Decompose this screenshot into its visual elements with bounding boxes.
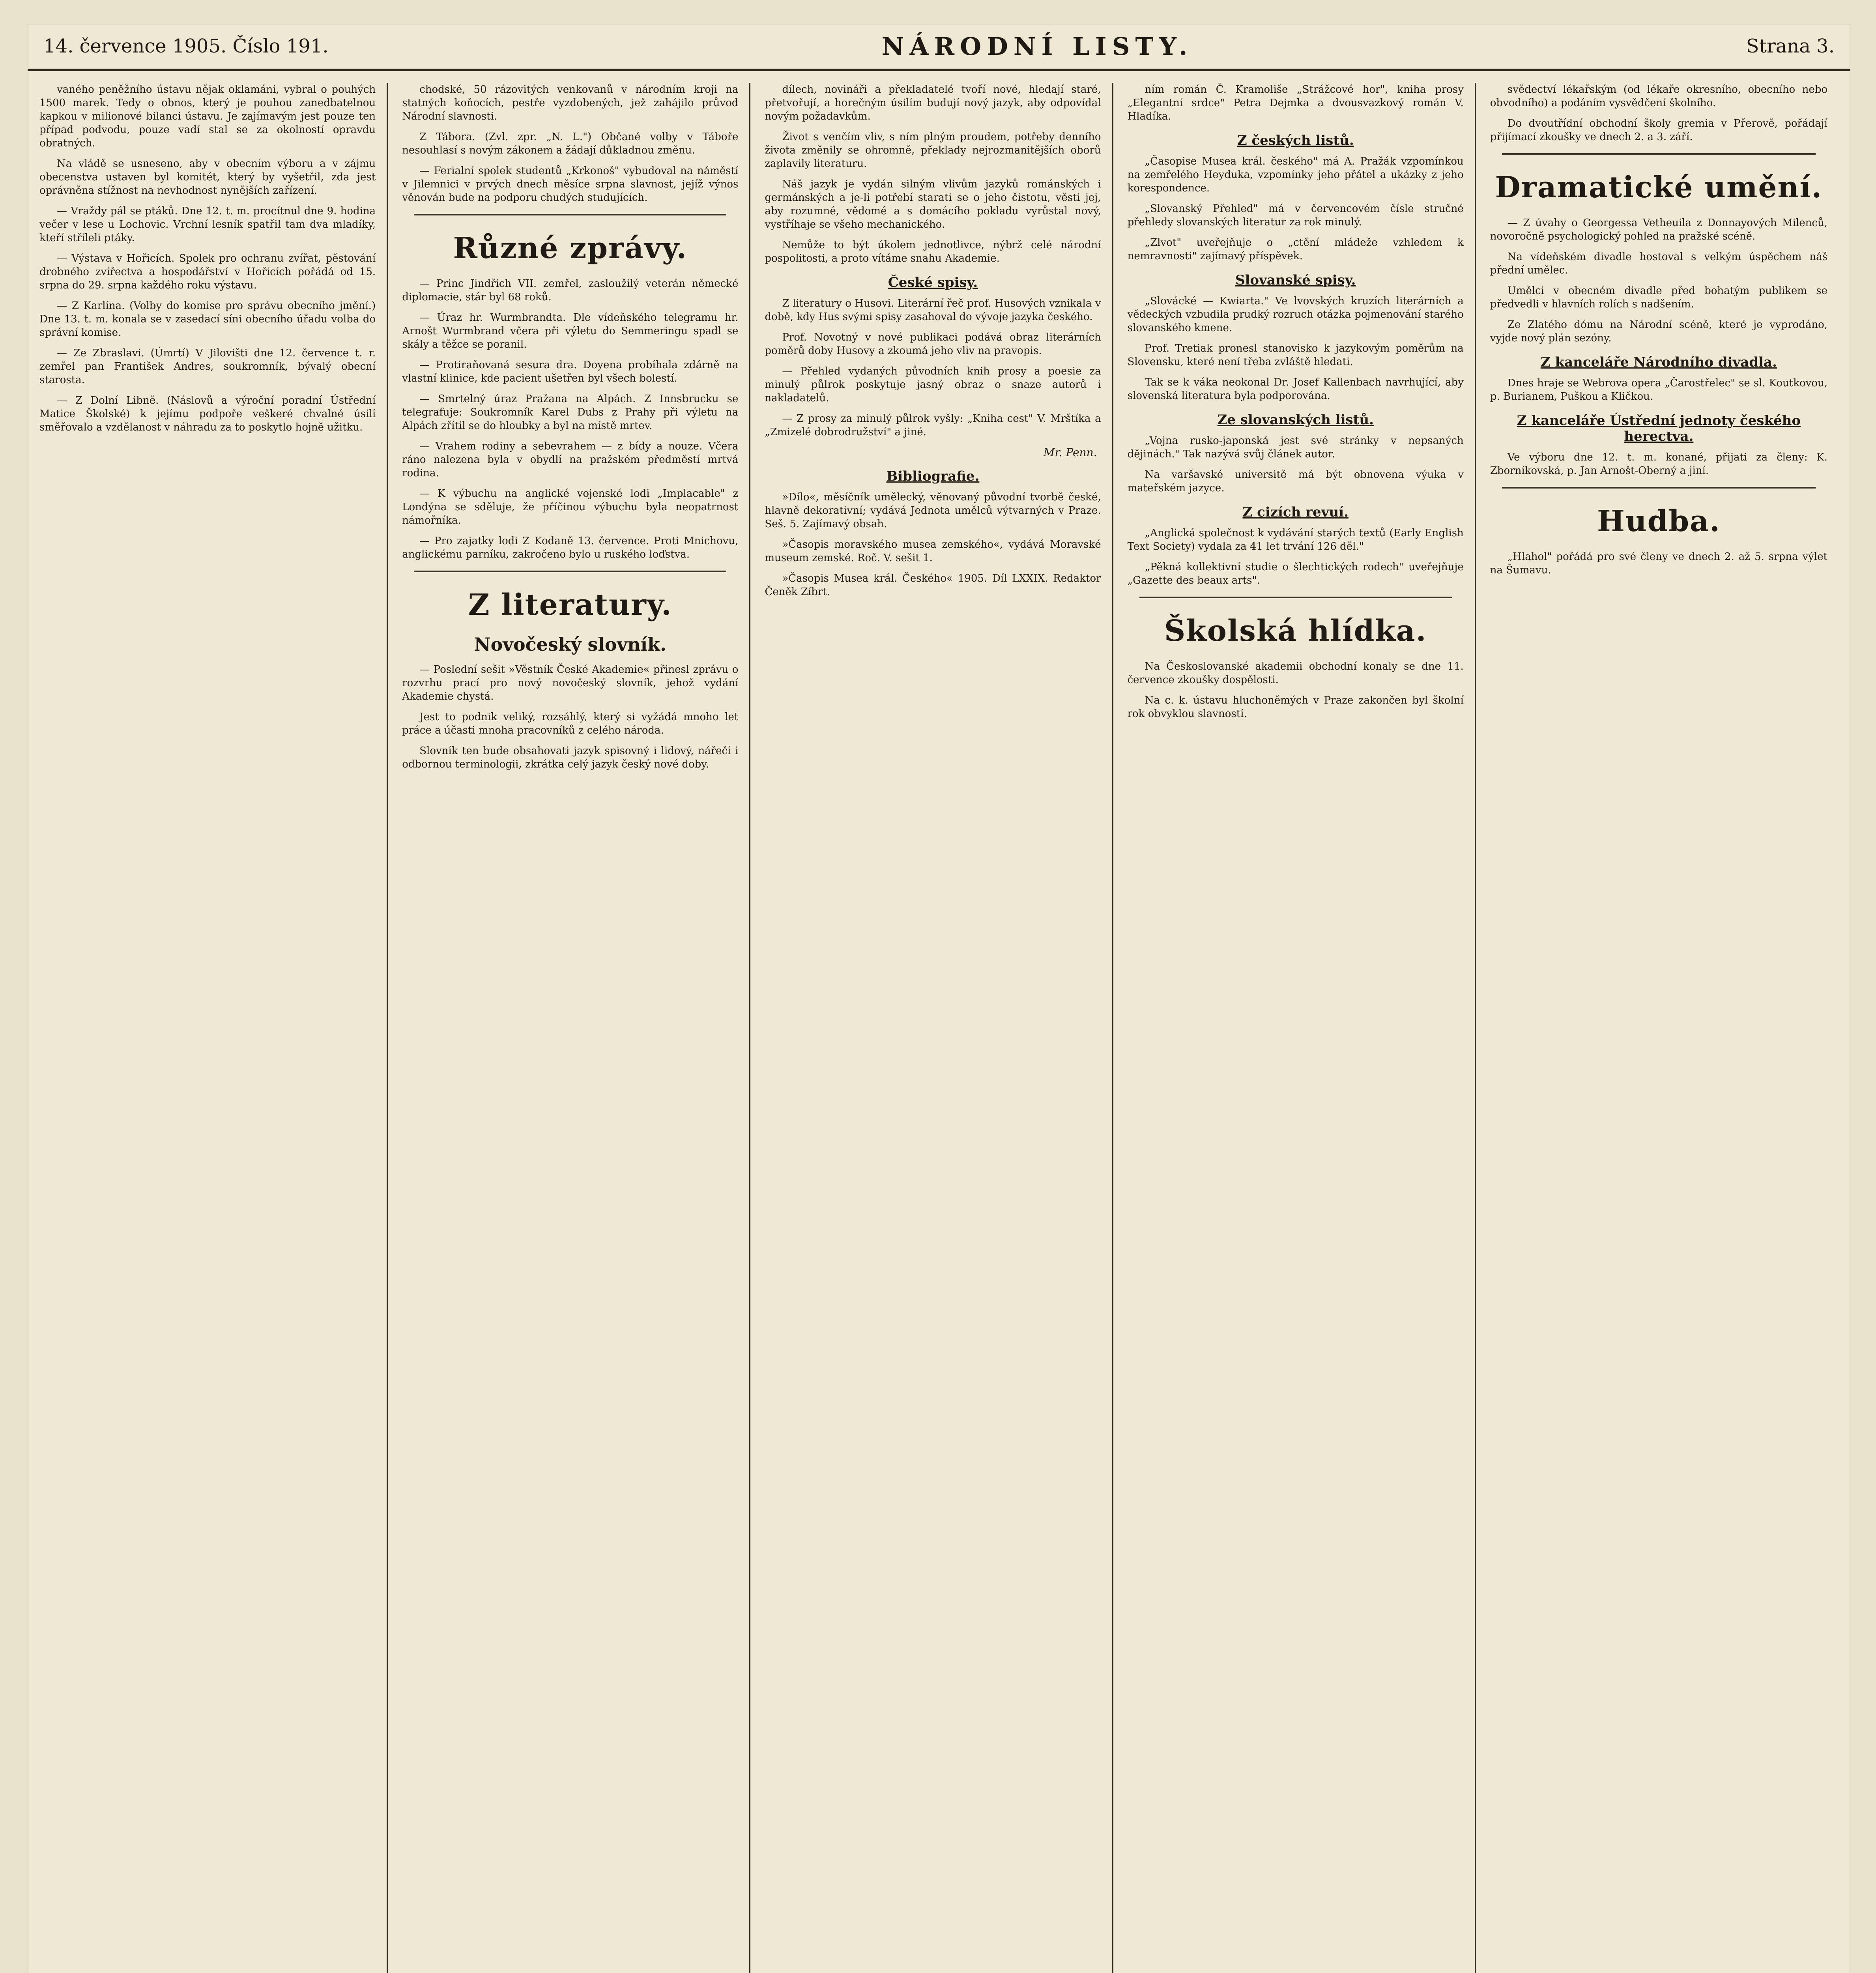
column-3 bbox=[765, 83, 1113, 1973]
article-text: Prof. Tretiak pronesl stanovisko k jazykovým poměrům na Slovensku, které není třeba zvláště hledati. bbox=[1127, 343, 1464, 368]
article-text: — Z prosy za minulý půlrok vyšly: „Kniha cest" V. Mrštíka a „Zmizelé dobrodružství" a jiné. bbox=[765, 413, 1101, 438]
article-text: — Výstava v Hořicích. Spolek pro ochranu zvířat, pěstování drobného zvířectva a hospodářství v Hořicích pořádá od 15. srpna do 29. srpna každého roku výstavu. bbox=[39, 253, 376, 291]
article-text: — Přehled vydaných původních knih prosy a poesie za minulý půlrok poskytuje jasný obraz o snaze autorů i nakladatelů. bbox=[765, 365, 1101, 404]
column-5 bbox=[1490, 83, 1839, 1973]
issue-date: 14. července 1905. Číslo 191. bbox=[43, 35, 329, 57]
article-text: Jest to podnik veliký, rozsáhlý, který si vyžádá mnoho let práce a účasti mnoha pracovníků z celého národa. bbox=[402, 711, 739, 736]
article-text: dílech, novináři a překladatelé tvoří nové, hledají staré, přetvořují, a horečným úsilím budují nový jazyk, aby odpovídal novým požadavkům. bbox=[765, 84, 1101, 122]
section-heading-z-literatury: Z literatury. bbox=[468, 588, 673, 622]
section-divider bbox=[414, 571, 726, 572]
news-item: — Protiraňovaná sesura dra. Doyena probíhala zdárně na vlastní klinice, kde pacient ušetřen byl všech bolestí. bbox=[402, 359, 739, 384]
news-item: — Pro zajatky lodi Z Kodaně 13. července. Proti Mnichovu, anglickému parníku, zakročeno bylo u ruského loďstva. bbox=[402, 535, 739, 560]
article-signature: Mr. Penn. bbox=[1043, 446, 1097, 459]
article-text: Na vládě se usneseno, aby v obecním výboru a v zájmu obecenstva ustaven byl komitét, který by vyšetřil, zda jest oprávněna stížnost na nevhodnost nynějších zařízení. bbox=[39, 158, 376, 197]
article-text: — Z Dolní Libně. (Náslovů a výroční poradní Ústřední Matice Školské) k jejímu podpoře veškeré chvalné úsilí směřovalo a vzdělanost v náhradu za to poskytlo hojně užitku. bbox=[39, 395, 376, 433]
section-heading-ruzne-zpravy: Různé zprávy. bbox=[453, 231, 688, 265]
article-text: Na c. k. ústavu hluchoněmých v Praze zakončen byl školní rok obvyklou slavností. bbox=[1127, 694, 1464, 720]
newspaper-title: NÁRODNÍ LISTY. bbox=[881, 32, 1193, 61]
section-divider bbox=[1139, 597, 1452, 598]
article-text: Ze Zlatého dómu na Národní scéně, které je vyprodáno, vyjde nový plán sezóny. bbox=[1490, 319, 1827, 344]
column-4 bbox=[1128, 83, 1476, 1973]
columns bbox=[28, 83, 1850, 1973]
article-text: „Anglická společnost k vydávání starých textů (Early English Text Society) vydala za 41 let trvání 126 děl." bbox=[1127, 527, 1464, 552]
section-heading-skolska-hlidka: Školská hlídka. bbox=[1164, 614, 1427, 648]
article-text: — Ze Zbraslavi. (Úmrtí) V Jilovišti dne 12. července t. r. zemřel pan František Andres, soukromník, bývalý obecní starosta. bbox=[39, 347, 376, 386]
article-text: — Vraždy pál se ptáků. Dne 12. t. m. procítnul dne 9. hodina večer v lese u Lochovic. Vrchní lesník spatřil tam dva mladíky, kteří stříleli ptáky. bbox=[39, 205, 376, 244]
article-text: Náš jazyk je vydán silným vlivům jazyků románských i germánských a je-li potřebí starati se o jeho čistotu, věsti jej, aby rozumné, vědomé a s domácího pokladu vyrůstal nový, vystříhaje se všeho mechanického. bbox=[765, 178, 1101, 230]
subheading-novocesky-slovnik: Novočeský slovník. bbox=[474, 634, 667, 655]
article-text: Nemůže to být úkolem jednotlivce, nýbrž celé národní pospolitosti, a proto vítáme snahu Akademie. bbox=[765, 239, 1101, 264]
article-text: Umělci v obecném divadle před bohatým publikem se předvedli v hlavních rolích s nadšením. bbox=[1490, 285, 1827, 310]
article-text: Na varšavské universitě má být obnovena výuka v mateřském jazyce. bbox=[1127, 469, 1464, 494]
article-text: vaného peněžního ústavu nějak oklamáni, vybral o pouhých 1500 marek. Tedy o obnos, který je pouhou zanedbatelnou kapkou v milionové bilanci ústavu. Je zajímavým jest pouze ten případ podvodu, pouze vadí stal se za okolností opravdu obratných. bbox=[39, 84, 376, 149]
subheading-ceske-spisy: České spisy. bbox=[888, 275, 978, 290]
article-text: „Vojna rusko-japonská jest své stránky v nepsaných dějinách." Tak nazývá svůj článek autor. bbox=[1127, 435, 1464, 460]
article-text: Na Českoslovanské akademii obchodní konaly se dne 11. července zkoušky dospělosti. bbox=[1127, 661, 1464, 686]
article-text: »Dílo«, měsíčník umělecký, věnovaný původní tvorbě české, hlavně dekorativní; vydává Jednota umělců výtvarných v Praze. Seš. 5. Zajímavý obsah. bbox=[765, 491, 1101, 530]
section-heading-dramaticke-umeni: Dramatické umění. bbox=[1495, 170, 1823, 204]
subheading-z-ceskych-listu: Z českých listů. bbox=[1237, 133, 1354, 148]
article-text: — Poslední sešit »Věstník České Akademie« přinesl zprávu o rozvrhu prací pro nový novočeský slovník, jehož vydání Akademie chystá. bbox=[402, 664, 739, 702]
article-text: chodské, 50 rázovitých venkovanů v národním kroji na statných koňocích, pestře vyzdobených, jež zahájilo průvod Národní slavnosti. bbox=[402, 84, 739, 122]
column-2 bbox=[402, 83, 750, 1973]
subheading-ze-slovanskych-listu: Ze slovanských listů. bbox=[1217, 412, 1374, 428]
news-item: — Princ Jindřich VII. zemřel, zasloužilý veterán německé diplomacie, stár byl 68 roků. bbox=[402, 278, 739, 303]
section-heading-hudba: Hudba. bbox=[1597, 504, 1721, 538]
article-text: „Hlahol" pořádá pro své členy ve dnech 2. až 5. srpna výlet na Šumavu. bbox=[1490, 551, 1827, 576]
article-text: Na vídeňském divadle hostoval s velkým úspěchem náš přední umělec. bbox=[1490, 251, 1827, 276]
news-item: — K výbuchu na anglické vojenské lodi „Implacable" z Londýna se sděluje, že příčinou výbuchu byla neopatrnost námořníka. bbox=[402, 488, 739, 526]
subheading-kancelar-nd: Z kanceláře Národního divadla. bbox=[1540, 354, 1777, 370]
article-text: »Časopis moravského musea zemského«, vydává Moravské museum zemské. Roč. V. sešit 1. bbox=[765, 539, 1101, 564]
subheading-z-cizich-revui: Z cizích revuí. bbox=[1242, 504, 1349, 520]
page-number: Strana 3. bbox=[1746, 35, 1835, 57]
article-text: — Z úvahy o Georgessa Vetheuila z Donnayových Milenců, novoročně psychologický pohled na pražské scéně. bbox=[1490, 217, 1827, 242]
section-divider bbox=[1502, 487, 1816, 489]
section-divider bbox=[414, 214, 726, 215]
section-divider bbox=[1502, 153, 1816, 155]
article-text: ním román Č. Kramoliše „Strážcové hor", kniha prosy „Elegantní srdce" Petra Dejmka a dvousvazkový román V. Hladíka. bbox=[1127, 84, 1464, 122]
column-1 bbox=[39, 83, 388, 1973]
news-item: — Úraz hr. Wurmbrandta. Dle vídeňského telegramu hr. Arnošt Wurmbrand včera při výletu do Semmeringu spadl se skály a těžce se poranil. bbox=[402, 312, 739, 350]
news-item: — Smrtelný úraz Pražana na Alpách. Z Innsbrucku se telegrafuje: Soukromník Karel Dubs z Prahy při výletu na Alpách zřítil se do hloubky a byl na místě mrtev. bbox=[402, 393, 739, 432]
article-text: „Zlvot" uveřejňuje o „ctění mládeže vzhledem k nemravnosti" zajímavý příspěvek. bbox=[1127, 237, 1464, 262]
news-item: — Vrahem rodiny a sebevrahem — z bídy a nouze. Včera ráno nalezena byla v obydlí na pražském předměstí mrtvá rodina. bbox=[402, 440, 739, 479]
article-text: „Slovanský Přehled" má v červencovém čísle stručné přehledy slovanských literatur za rok minulý. bbox=[1127, 203, 1464, 228]
page-header bbox=[28, 24, 1850, 71]
article-text: Ve výboru dne 12. t. m. konané, přijati za členy: K. Zborníkovská, p. Jan Arnošt-Oberný a jiní. bbox=[1490, 451, 1827, 477]
article-text: Do dvoutřídní obchodní školy gremia v Přerově, pořádají přijímací zkoušky ve dnech 2. a 3. září. bbox=[1490, 118, 1827, 143]
article-text: »Časopis Musea král. Českého« 1905. Díl LXXIX. Redaktor Čeněk Zíbrt. bbox=[765, 573, 1101, 598]
article-text: Z Tábora. (Zvl. zpr. „N. L.") Občané volby v Táboře nesouhlasí s novým zákonem a žádají důkladnou změnu. bbox=[402, 131, 739, 156]
article-text: — Z Karlína. (Volby do komise pro správu obecního jmění.) Dne 13. t. m. konala se v zasedací síni obecního úřadu volba do správní komise. bbox=[39, 300, 376, 339]
article-text: Život s venčím vliv, s ním plným proudem, potřeby denního života změnily se ohromně, překlady nejrozmanitějších oborů zaplavily literaturu. bbox=[765, 131, 1101, 170]
subheading-slovanske-spisy: Slovanské spisy. bbox=[1235, 272, 1356, 288]
newspaper-page bbox=[28, 24, 1850, 1973]
article-text: Slovník ten bude obsahovati jazyk spisovný i lidový, nářečí i odbornou terminologii, zkrátka celý jazyk český nové doby. bbox=[402, 745, 739, 770]
article-text: Prof. Novotný v nové publikaci podává obraz literárních poměrů doby Husovy a zkoumá jeho vliv na pravopis. bbox=[765, 331, 1101, 357]
article-text: „Časopise Musea král. českého" má A. Pražák vzpomínkou na zemřelého Heyduka, vzpomínky jeho přátel a ukázky z jeho korespondence. bbox=[1127, 155, 1464, 194]
article-text: Tak se k váka neokonal Dr. Josef Kallenbach navrhující, aby slovenská literatura byla podporována. bbox=[1127, 376, 1464, 402]
article-text: svědectví lékařským (od lékaře okresního, obecního nebo obvodního) a podáním vysvědčení školního. bbox=[1490, 84, 1827, 109]
article-text: Z literatury o Husovi. Literární řeč prof. Husových vznikala v době, kdy Hus svými spisy zasahoval do vývoje jazyka českého. bbox=[765, 298, 1101, 323]
article-text: Dnes hraje se Webrova opera „Čarostřelec" se sl. Koutkovou, p. Burianem, Puškou a Kličkou. bbox=[1490, 377, 1827, 402]
subheading-bibliografie: Bibliografie. bbox=[886, 468, 980, 484]
article-text: „Pěkná kollektivní studie o šlechtických rodech" uveřejňuje „Gazette des beaux arts". bbox=[1127, 561, 1464, 586]
subheading-ustredni-jednota: Z kanceláře Ústřední jednoty českého herectva. bbox=[1517, 413, 1801, 444]
article-text: — Ferialní spolek studentů „Krkonoš" vybudoval na náměstí v Jilemnici v prvých dnech měsíce srpna slavnost, jejíž výnos věnován bude na podporu chudých studujících. bbox=[402, 165, 739, 204]
article-text: „Slovácké — Kwiarta." Ve lvovských kruzích literárních a vědeckých vzbudila prudký rozruch otázka pojmenování starého slovanského kmene. bbox=[1127, 295, 1464, 334]
